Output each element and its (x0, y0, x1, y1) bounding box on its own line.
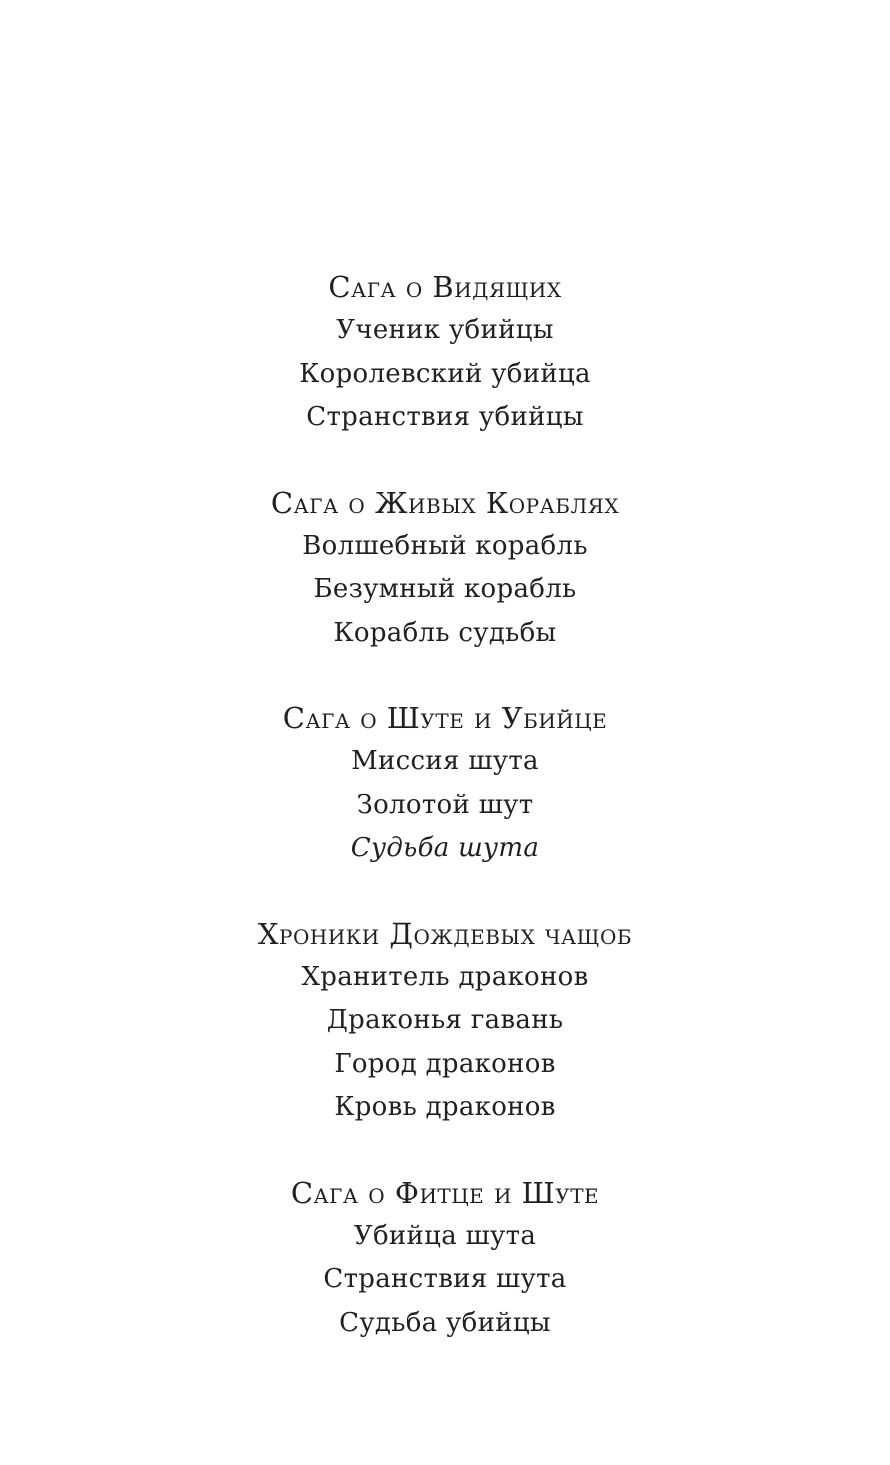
series-title: Сага о Живых Кораблях (270, 485, 620, 520)
series-block (0, 913, 890, 1130)
book-title: Хранитель драконов (301, 961, 589, 992)
book-title-current: Судьба шута (350, 833, 540, 863)
series-title: Сага о Видящих (328, 270, 562, 304)
series-block (0, 266, 890, 440)
series-title: Сага о Шуте и Убийце (282, 701, 608, 735)
series-block (0, 482, 890, 656)
book-title: Убийца шута (353, 1220, 537, 1251)
book-title: Золотой шут (356, 789, 534, 820)
book-title: Драконья гавань (326, 1005, 564, 1035)
book-title: Миссия шута (351, 746, 539, 776)
series-title: Хроники Дождевых чащоб (257, 916, 633, 951)
book-title: Безумный корабль (313, 574, 577, 604)
series-title: Сага о Фитце и Шуте (290, 1175, 600, 1210)
book-title: Странствия убийцы (306, 402, 584, 432)
book-title: Корабль судьбы (333, 617, 557, 648)
book-title: Кровь драконов (334, 1092, 556, 1122)
book-title: Королевский убийца (299, 358, 591, 389)
book-title: Судьба убийцы (339, 1307, 551, 1338)
book-title: Странствия шута (323, 1264, 567, 1294)
series-block (0, 1172, 890, 1346)
book-title: Ученик убийцы (336, 315, 554, 345)
book-title: Город драконов (334, 1048, 556, 1079)
book-title: Волшебный корабль (302, 530, 588, 561)
series-block (0, 697, 890, 871)
book-series-list (0, 266, 890, 1387)
